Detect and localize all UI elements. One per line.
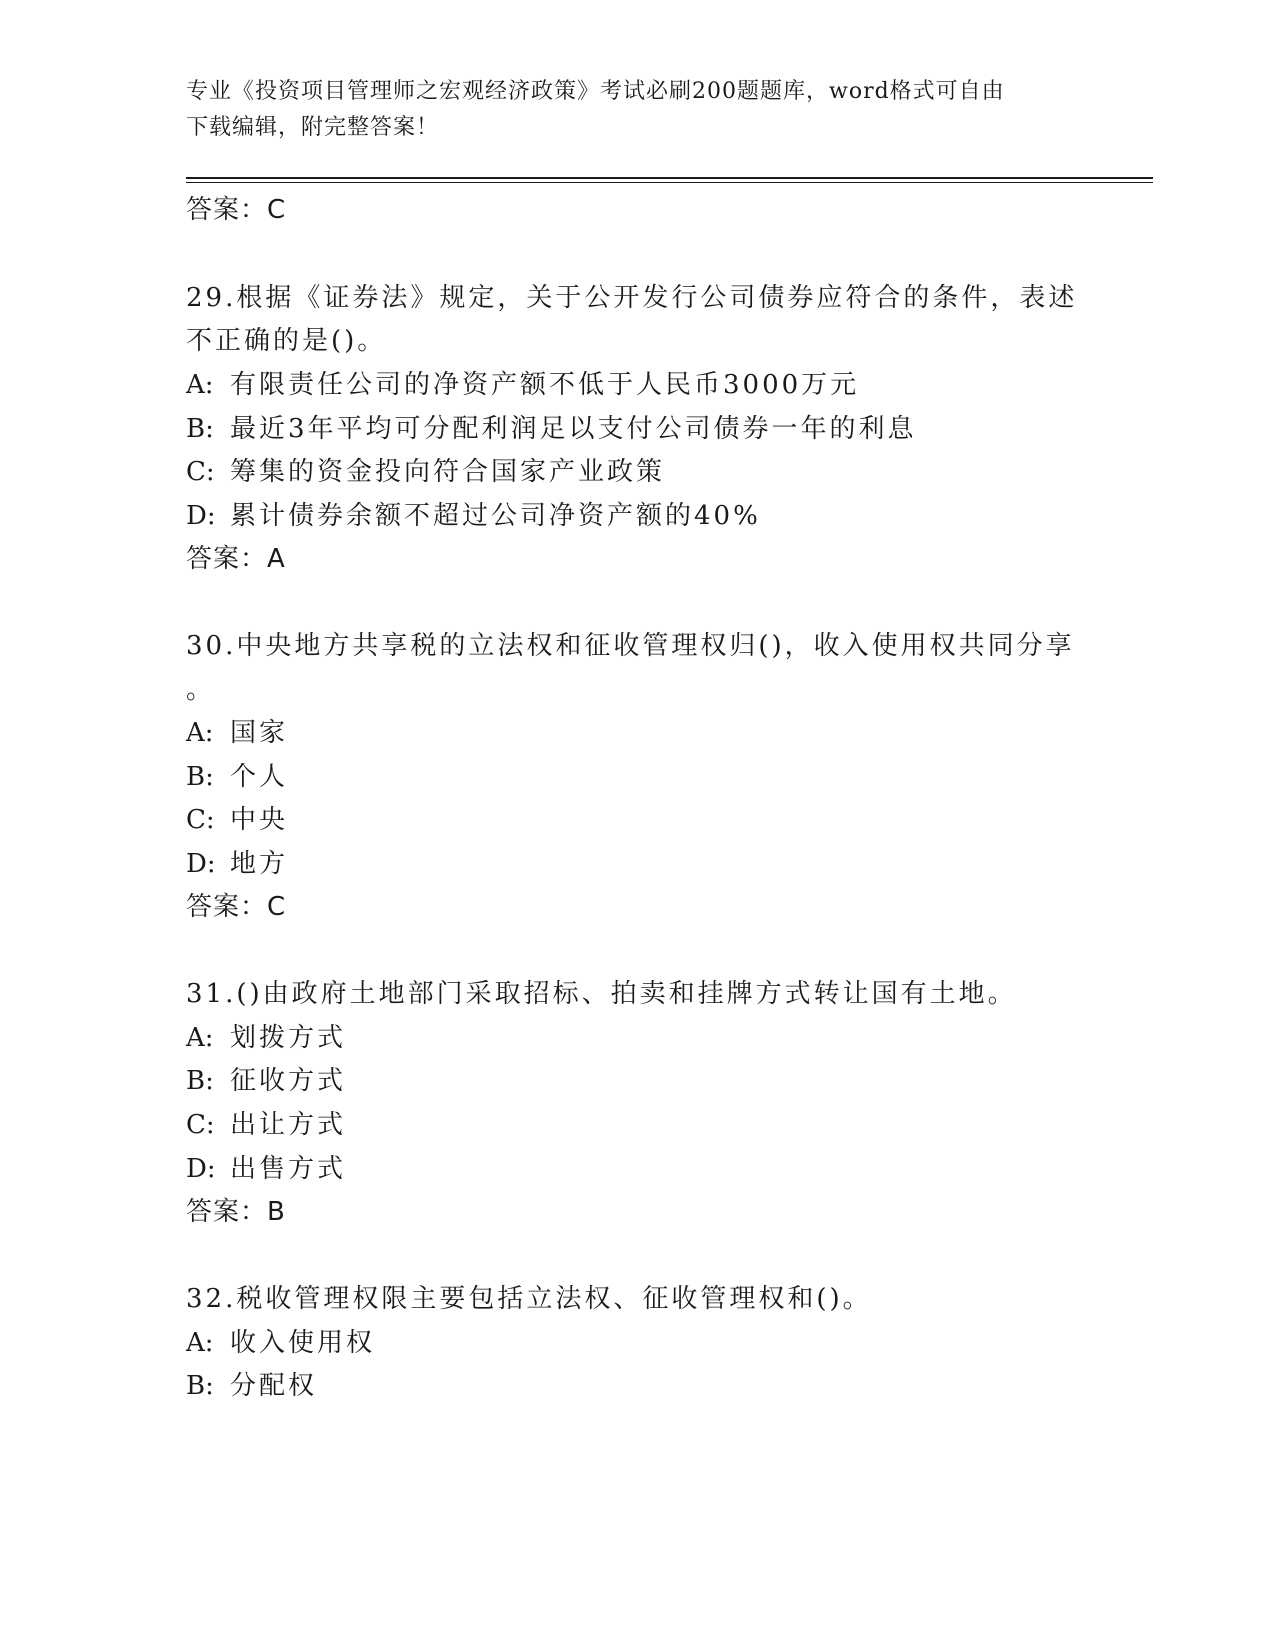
option-text: 个人	[230, 762, 289, 792]
option-label: D:	[186, 849, 216, 879]
option-label: B:	[186, 1371, 214, 1401]
option-text: 累计债券余额不超过公司净资产额的40%	[230, 501, 761, 531]
option-label: B:	[186, 762, 214, 792]
option-d	[186, 846, 288, 882]
header-line-1: 专业《投资项目管理师之宏观经济政策》考试必刷200题题库，word格式可自由	[186, 79, 1005, 104]
option-label: D:	[186, 1154, 216, 1184]
header-line-2: 下载编辑，附完整答案！	[186, 115, 440, 140]
previous-answer: 答案：C	[186, 195, 287, 225]
question-stem-continued: 不正确的是()。	[186, 326, 387, 356]
question-stem: 30.中央地方共享税的立法权和征收管理权归()，收入使用权共同分享	[186, 631, 1075, 661]
option-a	[186, 367, 859, 403]
option-label: D:	[186, 501, 216, 531]
option-a	[186, 1325, 375, 1361]
option-b	[186, 1368, 317, 1404]
question-stem: 29.根据《证券法》规定，关于公开发行公司债券应符合的条件，表述	[186, 283, 1078, 313]
question-stem-continued: 。	[186, 675, 216, 705]
option-b	[186, 411, 917, 447]
option-a	[186, 715, 288, 751]
option-text: 收入使用权	[230, 1328, 376, 1358]
option-d	[186, 1151, 346, 1187]
option-b	[186, 759, 288, 795]
option-label: A:	[186, 1328, 214, 1358]
option-text: 中央	[230, 805, 289, 835]
option-text: 地方	[230, 849, 289, 879]
document-header	[186, 74, 1086, 146]
option-a	[186, 1020, 346, 1056]
option-label: B:	[186, 1066, 214, 1096]
option-c	[186, 454, 665, 490]
question-stem: 31.()由政府土地部门采取招标、拍卖和挂牌方式转让国有土地。	[186, 979, 1017, 1009]
option-text: 筹集的资金投向符合国家产业政策	[230, 457, 666, 487]
option-label: C:	[186, 457, 215, 487]
option-text: 分配权	[230, 1371, 318, 1401]
answer: 答案：B	[186, 1197, 286, 1227]
answer: 答案：A	[186, 544, 286, 574]
option-label: A:	[186, 370, 214, 400]
option-d	[186, 498, 761, 534]
option-text: 划拨方式	[230, 1023, 347, 1053]
option-b	[186, 1063, 346, 1099]
option-c	[186, 802, 288, 838]
option-text: 征收方式	[230, 1066, 347, 1096]
option-text: 最近3年平均可分配利润足以支付公司债券一年的利息	[230, 414, 917, 444]
option-text: 出让方式	[230, 1110, 347, 1140]
question-stem: 32.税收管理权限主要包括立法权、征收管理权和()。	[186, 1284, 872, 1314]
option-label: C:	[186, 1110, 215, 1140]
option-c	[186, 1107, 346, 1143]
option-text: 国家	[230, 718, 289, 748]
option-label: A:	[186, 1023, 214, 1053]
option-label: C:	[186, 805, 215, 835]
option-label: B:	[186, 414, 214, 444]
header-divider-thin	[186, 182, 1153, 183]
option-label: A:	[186, 718, 214, 748]
option-text: 出售方式	[230, 1154, 347, 1184]
answer: 答案：C	[186, 892, 287, 922]
header-divider-thick	[186, 177, 1153, 179]
option-text: 有限责任公司的净资产额不低于人民币3000万元	[230, 370, 860, 400]
